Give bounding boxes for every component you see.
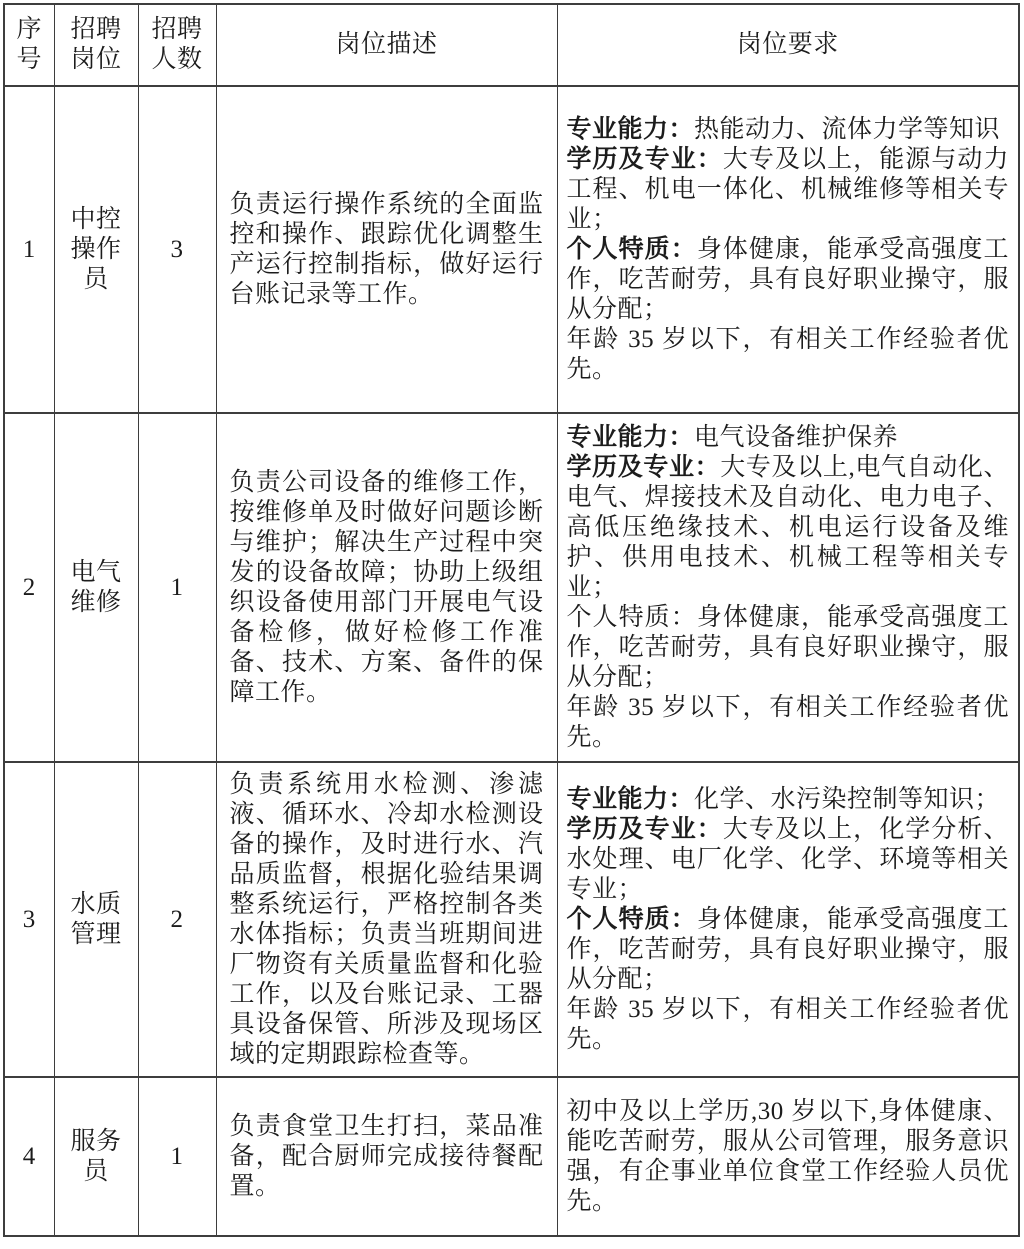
cell-requirements — [557, 413, 1019, 762]
header-no: 序号 — [4, 4, 54, 86]
requirement-item — [567, 905, 1010, 995]
cell-count: 2 — [138, 762, 216, 1077]
cell-count: 1 — [138, 1077, 216, 1236]
cell-requirements — [557, 86, 1019, 413]
cell-no: 2 — [4, 413, 54, 762]
table-row — [4, 413, 1019, 762]
header-description: 岗位描述 — [216, 4, 557, 86]
requirement-text: 大专及以上，化学分析、水处理、电厂化学、化学、环境等相关专业； — [566, 815, 1009, 903]
cell-description — [216, 1077, 557, 1236]
requirement-item — [567, 603, 1010, 693]
description-text: 负责公司设备的维修工作，按维修单及时做好问题诊断与维护；解决生产过程中突发的设备故障；协助上级组织设备使用部门开展电气设备检修，做好检修工作准备、技术、方案、备件的保障工作。 — [229, 468, 544, 706]
table-row — [4, 762, 1019, 1077]
cell-no: 3 — [4, 762, 54, 1077]
cell-no: 4 — [4, 1077, 54, 1236]
requirement-text: 大专及以上，能源与动力工程、机电一体化、机械维修等相关专业； — [566, 145, 1009, 233]
requirement-label: 学历及专业： — [566, 145, 723, 173]
cell-position: 水质管理 — [54, 762, 138, 1077]
cell-position: 中控操作员 — [54, 86, 138, 413]
requirement-label: 学历及专业： — [566, 453, 721, 481]
header-row — [4, 4, 1019, 86]
requirement-item — [567, 815, 1010, 905]
requirement-item — [567, 453, 1010, 603]
cell-position: 电气维修 — [54, 413, 138, 762]
requirement-item — [567, 995, 1010, 1055]
requirement-text: 初中及以上学历,30 岁以下,身体健康、能吃苦耐劳，服从公司管理，服务意识强，有企事业单位食堂工作经验人员优先。 — [566, 1097, 1009, 1215]
requirement-text: 身体健康，能承受高强度工作，吃苦耐劳，具有良好职业操守，服从分配； — [566, 235, 1009, 323]
requirement-item — [567, 145, 1010, 235]
requirement-label: 学历及专业： — [566, 815, 723, 843]
requirement-label: 个人特质： — [566, 603, 697, 631]
requirement-text: 年龄 35 岁以下，有相关工作经验者优先。 — [566, 995, 1009, 1053]
header-position: 招聘岗位 — [54, 4, 138, 86]
requirement-label: 专业能力： — [566, 115, 695, 143]
requirement-item — [567, 693, 1010, 753]
header-requirements: 岗位要求 — [557, 4, 1019, 86]
cell-count: 3 — [138, 86, 216, 413]
description-text: 负责系统用水检测、渗滤液、循环水、冷却水检测设备的操作，及时进行水、汽品质监督，根据化验结果调整系统运行，严格控制各类水体指标；负责当班期间进厂物资有关质量监督和化验工作，以及台账记录、工器具设备保管、所涉及现场区域的定期跟踪检查等。 — [229, 770, 544, 1068]
header-count: 招聘人数 — [138, 4, 216, 86]
table-row — [4, 1077, 1019, 1236]
requirement-item — [567, 1097, 1010, 1217]
requirement-text: 化学、水污染控制等知识； — [694, 785, 1001, 813]
recruitment-table — [3, 3, 1020, 1237]
requirement-item — [567, 235, 1010, 325]
recruitment-table-container — [3, 3, 1021, 1237]
requirement-label: 个人特质： — [566, 235, 697, 263]
requirement-label: 个人特质： — [566, 905, 697, 933]
cell-requirements — [557, 1077, 1019, 1236]
cell-no: 1 — [4, 86, 54, 413]
requirement-text: 身体健康，能承受高强度工作，吃苦耐劳，具有良好职业操守，服从分配； — [566, 603, 1009, 691]
cell-description — [216, 86, 557, 413]
cell-count: 1 — [138, 413, 216, 762]
cell-position: 服务员 — [54, 1077, 138, 1236]
requirement-item — [567, 423, 1010, 453]
requirement-text: 热能动力、流体力学等知识 — [694, 115, 1001, 143]
requirement-label: 专业能力： — [566, 785, 695, 813]
requirement-item — [567, 115, 1010, 145]
requirement-text: 身体健康，能承受高强度工作，吃苦耐劳，具有良好职业操守，服从分配； — [566, 905, 1009, 993]
requirement-text: 电气设备维护保养 — [694, 423, 899, 451]
cell-requirements — [557, 762, 1019, 1077]
requirement-text: 年龄 35 岁以下，有相关工作经验者优先。 — [566, 693, 1009, 751]
requirement-text: 大专及以上,电气自动化、电气、焊接技术及自动化、电力电子、高低压绝缘技术、机电运行设备及维护、供用电技术、机械工程等相关专业； — [566, 453, 1009, 601]
cell-description — [216, 762, 557, 1077]
cell-description — [216, 413, 557, 762]
description-text: 负责食堂卫生打扫，菜品准备，配合厨师完成接待餐配置。 — [229, 1112, 544, 1200]
requirement-label: 专业能力： — [566, 423, 695, 451]
requirement-item — [567, 325, 1010, 385]
requirement-text: 年龄 35 岁以下，有相关工作经验者优先。 — [566, 325, 1009, 383]
description-text: 负责运行操作系统的全面监控和操作、跟踪优化调整生产运行控制指标，做好运行台账记录等工作。 — [229, 190, 544, 308]
table-row — [4, 86, 1019, 413]
requirement-item — [567, 785, 1010, 815]
